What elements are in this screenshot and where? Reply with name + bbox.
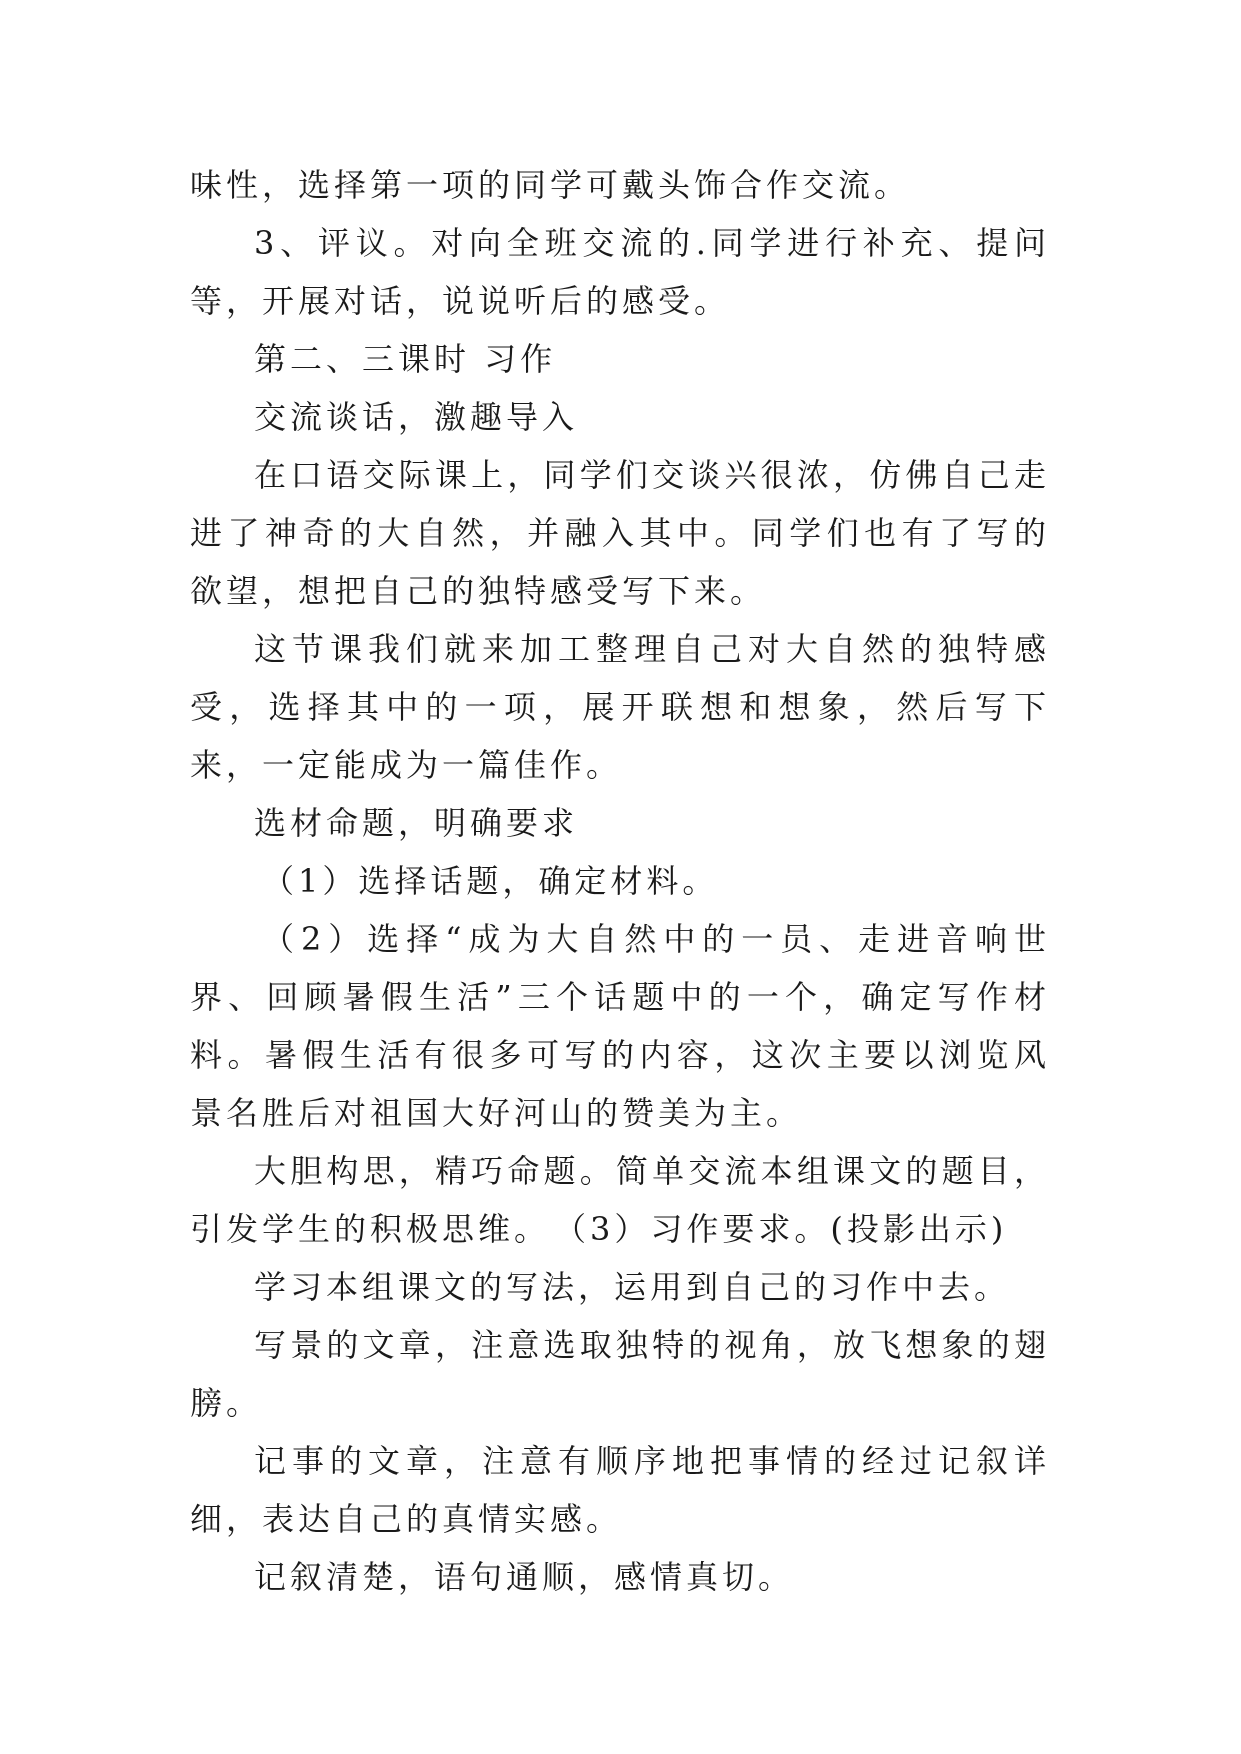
subheading-intro: 交流谈话，激趣导入 <box>254 398 579 436</box>
paragraph-1: 味性，选择第一项的同学可戴头饰合作交流。 <box>190 166 911 204</box>
paragraph-14: 记叙清楚，语句通顺，感情真切。 <box>254 1558 795 1596</box>
paragraph-2: 3、评议。对向全班交流的.同学进行补充、提问等，开展对话，说说听后的感受。 <box>190 224 1050 320</box>
paragraph-10: 大胆构思，精巧命题。简单交流本组课文的题目，引发学生的积极思维。 （3）习作要求。(投影出示) <box>190 1152 1050 1248</box>
subheading-topic: 选材命题，明确要求 <box>254 804 579 842</box>
paragraph-12: 写景的文章，注意选取独特的视角，放飞想象的翅膀。 <box>190 1326 1050 1422</box>
paragraph-11: 学习本组课文的写法，运用到自己的习作中去。 <box>254 1268 1011 1306</box>
paragraph-6: 这节课我们就来加工整理自己对大自然的独特感受，选择其中的一项，展开联想和想象，然后写下来，一定能成为一篇佳作。 <box>190 630 1050 784</box>
list-item-2: （2）选择“成为大自然中的一员、走进音响世界、回顾暑假生活”三个话题中的一个，确定写作材料。暑假生活有很多可写的内容，这次主要以浏览风景名胜后对祖国大好河山的赞美为主。 <box>190 920 1050 1132</box>
paragraph-13: 记事的文章，注意有顺序地把事情的经过记叙详细，表达自己的真情实感。 <box>190 1442 1050 1538</box>
paragraph-5: 在口语交际课上，同学们交谈兴很浓，仿佛自己走进了神奇的大自然，并融入其中。同学们也有了写的欲望，想把自己的独特感受写下来。 <box>190 456 1050 610</box>
document-body <box>190 156 1050 1606</box>
section-heading: 第二、三课时 习作 <box>254 340 557 378</box>
list-item-1: （1）选择话题，确定材料。 <box>262 862 719 900</box>
